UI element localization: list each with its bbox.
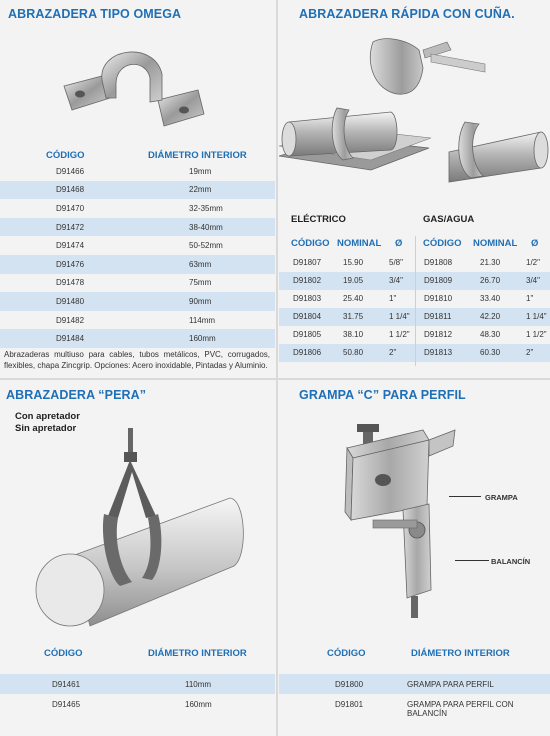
electrico-diam-cell: 1" [389, 294, 397, 303]
table-row [279, 272, 415, 290]
grampa-header-code: CÓDIGO [327, 648, 366, 659]
table-row [0, 694, 275, 714]
gas-diam-cell: 3/4" [526, 276, 540, 285]
table-row [279, 308, 415, 326]
grampa-desc-cell: GRAMPA PARA PERFIL CON BALANCÍN [407, 700, 514, 718]
rapida-title: ABRAZADERA RÁPIDA CON CUÑA. [299, 7, 515, 21]
omega-diameter-cell: 50-52mm [189, 241, 223, 251]
table-row [416, 344, 550, 362]
omega-code-cell: D91482 [56, 315, 85, 325]
omega-diameter-cell: 75mm [189, 278, 212, 288]
gas-nominal-cell: 42.20 [480, 312, 501, 321]
grampa-callout-line [449, 496, 481, 497]
wedge-clamp-image [279, 28, 550, 188]
electrico-diam-cell: 2" [389, 348, 397, 357]
table-row [279, 326, 415, 344]
grampa-code-cell: D91800 [335, 680, 364, 689]
gas-nominal-cell: 60.30 [480, 348, 501, 357]
gas-diam-cell: 1" [526, 294, 534, 303]
vertical-divider [276, 0, 278, 736]
grampa-section [279, 380, 550, 736]
electrico-diam-cell: 1 1/4" [389, 312, 410, 321]
electrico-diam-cell: 5/8" [389, 258, 403, 267]
omega-code-cell: D91474 [56, 241, 85, 251]
pear-clamp-image [20, 428, 250, 628]
pera-header-code: CÓDIGO [44, 648, 83, 659]
gas-code-cell: D91811 [424, 312, 452, 321]
electrico-diam-cell: 3/4" [389, 276, 403, 285]
pera-option-1: Con apretador [15, 411, 80, 422]
table-row [279, 344, 415, 362]
gas-nominal-cell: 33.40 [480, 294, 501, 303]
omega-code-cell: D91484 [56, 334, 85, 344]
electrico-header-nominal: NOMINAL [337, 238, 382, 249]
table-row [0, 292, 275, 311]
electrico-header-diam: Ø [395, 238, 403, 249]
table-row [0, 674, 275, 694]
pera-diameter-cell: 160mm [185, 700, 212, 709]
balancin-callout: BALANCÍN [491, 557, 531, 566]
rapida-section [279, 0, 550, 378]
electrico-code-cell: D91803 [293, 294, 322, 303]
omega-code-cell: D91466 [56, 166, 85, 176]
electrico-code-cell: D91807 [293, 258, 322, 267]
omega-header-code: CÓDIGO [46, 150, 85, 161]
gas-label: GAS/AGUA [423, 214, 475, 225]
table-row [0, 181, 275, 200]
omega-diameter-cell: 22mm [189, 185, 212, 195]
grampa-desc-cell: GRAMPA PARA PERFIL [407, 680, 494, 689]
c-clamp-image [337, 420, 477, 620]
omega-code-cell: D91480 [56, 296, 85, 306]
gas-header-diam: Ø [531, 238, 539, 249]
gas-header-nominal: NOMINAL [473, 238, 518, 249]
omega-section [0, 0, 275, 378]
table-row [279, 674, 550, 694]
electrico-nominal-cell: 25.40 [343, 294, 364, 303]
table-row [0, 162, 275, 181]
gas-nominal-cell: 48.30 [480, 330, 501, 339]
electrico-code-cell: D91802 [293, 276, 322, 285]
table-row [0, 311, 275, 330]
table-row [416, 290, 550, 308]
omega-code-cell: D91478 [56, 278, 85, 288]
table-row [0, 236, 275, 255]
pera-header-diameter: DIÁMETRO INTERIOR [148, 648, 247, 659]
omega-code-cell: D91472 [56, 222, 85, 232]
electrico-code-cell: D91804 [293, 312, 322, 321]
grampa-header-diameter: DIÁMETRO INTERIOR [411, 648, 510, 659]
electrico-nominal-cell: 19.05 [343, 276, 364, 285]
gas-code-cell: D91812 [424, 330, 453, 339]
table-row [279, 254, 415, 272]
electrico-nominal-cell: 31.75 [343, 312, 364, 321]
table-row [416, 326, 550, 344]
electrico-nominal-cell: 50.80 [343, 348, 364, 357]
table-row [0, 329, 275, 348]
pera-diameter-cell: 110mm [185, 680, 212, 689]
gas-diam-cell: 1/2" [526, 258, 540, 267]
electrico-nominal-cell: 15.90 [343, 258, 364, 267]
omega-clamp-image [58, 40, 208, 140]
electrico-header-code: CÓDIGO [291, 238, 330, 249]
table-row [0, 274, 275, 293]
table-row [416, 272, 550, 290]
gas-diam-cell: 1 1/4" [526, 312, 547, 321]
gas-code-cell: D91810 [424, 294, 453, 303]
omega-header-diameter: DIÁMETRO INTERIOR [148, 150, 247, 161]
table-row [416, 308, 550, 326]
electrico-diam-cell: 1 1/2" [389, 330, 410, 339]
omega-diameter-cell: 90mm [189, 296, 212, 306]
pera-option-2: Sin apretador [15, 423, 77, 434]
omega-title: ABRAZADERA TIPO OMEGA [8, 7, 182, 21]
gas-nominal-cell: 21.30 [480, 258, 501, 267]
gas-code-cell: D91809 [424, 276, 453, 285]
pera-code-cell: D91465 [52, 700, 81, 709]
table-row [416, 254, 550, 272]
gas-code-cell: D91813 [424, 348, 453, 357]
omega-diameter-cell: 114mm [189, 315, 216, 325]
omega-code-cell: D91470 [56, 203, 85, 213]
table-row [0, 255, 275, 274]
omega-code-cell: D91476 [56, 259, 85, 269]
pera-code-cell: D91461 [52, 680, 81, 689]
grampa-title: GRAMPA “C” PARA PERFIL [299, 388, 466, 402]
gas-header-code: CÓDIGO [423, 238, 462, 249]
omega-note: Abrazaderas multiuso para cables, tubos metálicos, PVC, corrugados, flexibles, chapa Zincgrip. Opciones: Acero inoxidable, Pintadas y Aluminio. [4, 350, 270, 370]
grampa-code-cell: D91801 [335, 700, 364, 709]
table-row [279, 694, 550, 718]
electrico-nominal-cell: 38.10 [343, 330, 364, 339]
omega-diameter-cell: 38-40mm [189, 222, 223, 232]
table-row [0, 199, 275, 218]
omega-diameter-cell: 63mm [189, 259, 212, 269]
table-row [279, 290, 415, 308]
pera-title: ABRAZADERA “PERA” [6, 388, 147, 402]
gas-nominal-cell: 26.70 [480, 276, 501, 285]
gas-diam-cell: 1 1/2" [526, 330, 547, 339]
balancin-callout-line [455, 560, 489, 561]
electrico-code-cell: D91806 [293, 348, 322, 357]
gas-diam-cell: 2" [526, 348, 534, 357]
omega-diameter-cell: 160mm [189, 334, 216, 344]
omega-diameter-cell: 32-35mm [189, 203, 223, 213]
omega-code-cell: D91468 [56, 185, 85, 195]
gas-code-cell: D91808 [424, 258, 453, 267]
grampa-callout: GRAMPA [485, 493, 518, 502]
electrico-code-cell: D91805 [293, 330, 322, 339]
omega-diameter-cell: 19mm [189, 166, 212, 176]
table-row [0, 218, 275, 237]
electrico-label: ELÉCTRICO [291, 214, 346, 225]
pera-section [0, 380, 275, 736]
